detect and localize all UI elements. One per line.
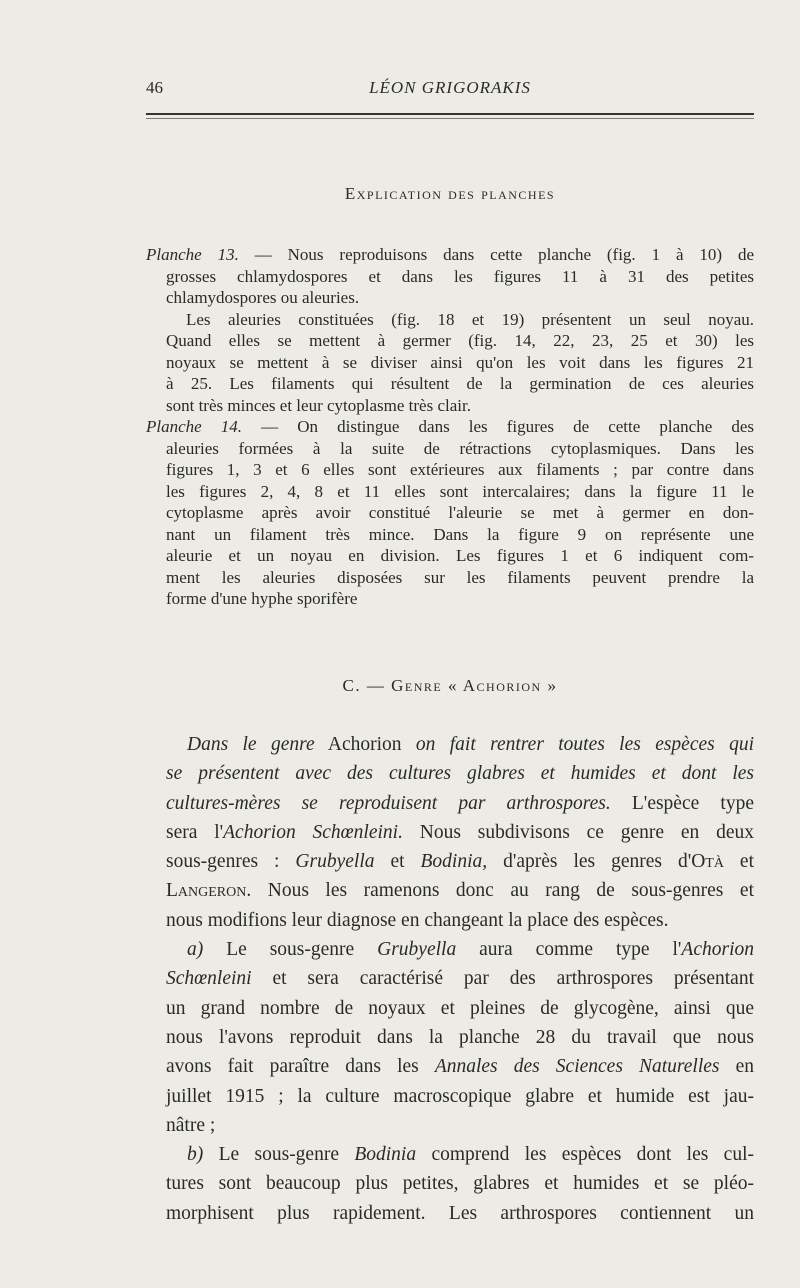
planche13-line-3: chlamydospores ou aleuries.	[166, 288, 360, 307]
section-title-explication: Explication des planches	[344, 184, 556, 203]
planche14-line-8: ment les aleuries disposées sur les filaments peuvent prendre la	[166, 567, 754, 587]
planche13-line-1: Planche 13. — Nous reproduisons dans cette planche (fig. 1 à 10) de	[146, 245, 754, 264]
planche13-p2-line-4: à 25. Les filaments qui résultent de la germination de ces aleuries	[166, 374, 754, 393]
body-line-12: avons fait paraître dans les Annales des Sciences Naturelles en	[166, 1056, 754, 1078]
body-line-14: nâtre ;	[166, 1114, 216, 1136]
body-line-15: b) Le sous-genre Bodinia comprend les espèces dont les cul-	[187, 1144, 755, 1166]
body-line-2: se présentent avec des cultures glabres et humides et dont les	[166, 763, 754, 785]
body-line-11: nous l'avons reproduit dans la planche 28 du travail que nous	[166, 1026, 754, 1048]
body-line-9: Schœnleini et sera caractérisé par des arthrospores présentant	[166, 968, 754, 990]
body-line-13: juillet 1915 ; la culture macroscopique glabre et humide est jau-	[166, 1085, 754, 1107]
plates-explanation	[146, 244, 754, 610]
body-line-6: Langeron. Nous les ramenons donc au rang de sous-genres et	[166, 880, 754, 902]
body-line-16: tures sont beaucoup plus petites, glabres et humides et se pléo-	[166, 1173, 754, 1195]
planche14-line-2: aleuries formées à la suite de rétractions cytoplasmiques. Dans les	[166, 438, 754, 458]
section-title-genre: C. — Genre « Achorion »	[342, 676, 558, 695]
body-line-17: morphisent plus rapidement. Les arthrospores contiennent un	[166, 1202, 754, 1224]
planche14-line-7: aleurie et un noyau en division. Les figures 1 et 6 indiquent com-	[166, 546, 754, 565]
body-line-1: Dans le genre Achorion on fait rentrer toutes les espèces qui	[187, 734, 755, 755]
planche13-label: Planche 13.	[146, 245, 239, 264]
planche13-p2-line-3: noyaux se mettent à se diviser ainsi qu'on les voit dans les figures 21	[166, 352, 754, 372]
planche14-line-5: cytoplasme après avoir constitué l'aleurie se met à germer en don-	[166, 503, 754, 522]
body-line-5: sous-genres : Grubyella et Bodinia, d'après les genres d'Otà et	[166, 851, 754, 873]
planche13-p2-line-1: Les aleuries constituées (fig. 18 et 19) présentent un seul noyau.	[186, 309, 754, 329]
planche14-line-1: Planche 14. — On distingue dans les figures de cette planche des	[146, 417, 754, 436]
planche14-label: Planche 14.	[146, 417, 243, 436]
planche14-line-6: nant un filament très mince. Dans la figure 9 on représente une	[166, 524, 754, 544]
body-line-3: cultures-mères se reproduisent par arthrospores. L'espèce type	[166, 792, 754, 814]
header-rule	[146, 113, 754, 115]
body-line-4: sera l'Achorion Schœnleini. Nous subdivisons ce genre en deux	[166, 821, 754, 843]
planche13-p2-line-2: Quand elles se mettent à germer (fig. 14, 22, 23, 25 et 30) les	[166, 331, 754, 350]
planche13-p2-line-5: sont très minces et leur cytoplasme très clair.	[166, 395, 471, 415]
planche14-line-4: les figures 2, 4, 8 et 11 elles sont intercalaires; dans la figure 11 le	[166, 481, 754, 501]
body-line-8: a) Le sous-genre Grubyella aura comme type l'Achorion	[187, 939, 754, 961]
page-header	[146, 78, 754, 102]
header-rule-thin	[146, 118, 754, 119]
genre-body-text	[166, 730, 754, 1228]
page-number: 46	[146, 78, 163, 97]
planche13-line-2: grosses chlamydospores et dans les figures 11 à 31 des petites	[166, 266, 754, 286]
planche14-line-3: figures 1, 3 et 6 elles sont extérieures aux filaments ; par contre dans	[166, 460, 754, 479]
planche14-line-9: forme d'une hyphe sporifère	[166, 589, 358, 608]
body-line-7: nous modifions leur diagnose en changeant la place des espèces.	[166, 909, 669, 931]
running-head: LÉON GRIGORAKIS	[369, 78, 531, 97]
body-line-10: un grand nombre de noyaux et pleines de glycogène, ainsi que	[166, 997, 754, 1019]
